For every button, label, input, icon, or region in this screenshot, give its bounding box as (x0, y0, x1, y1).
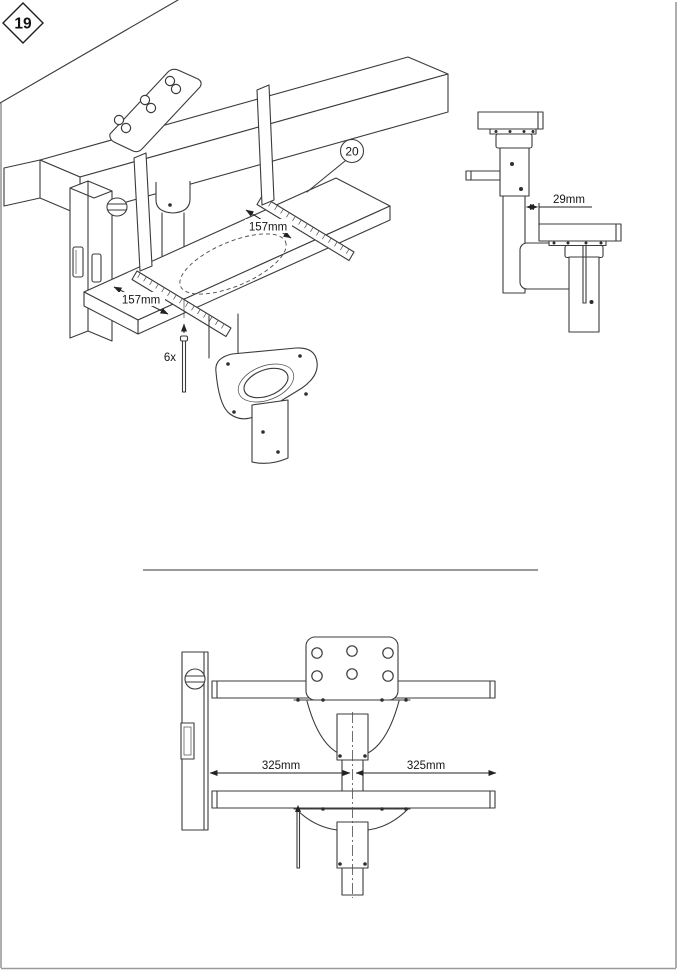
pole-tube (252, 400, 288, 463)
mounting-plate-plan (306, 637, 398, 700)
screw-head (181, 336, 188, 341)
upper-clamp-plan (294, 698, 410, 791)
isometric-view (4, 57, 448, 463)
plan-view (181, 637, 496, 898)
rail-slot (92, 254, 101, 282)
dim-label-right: 325mm (406, 760, 446, 772)
dim-label: 29mm (553, 194, 585, 206)
plate-hole (140, 95, 149, 104)
plate-hole (165, 76, 174, 85)
step-number: 19 (14, 15, 32, 33)
dim-29mm (527, 194, 593, 225)
rail-slot (73, 247, 83, 277)
rail-screw-plan (185, 669, 205, 689)
rail-screw (107, 198, 127, 216)
plate-hole (146, 103, 155, 112)
plate-hole (121, 123, 130, 132)
plate-hole (114, 115, 123, 124)
plate-hole (171, 84, 180, 93)
rail-slot-plan (181, 723, 194, 759)
screw-quantity-label: 6x (163, 352, 176, 364)
dim-label-left: 325mm (261, 760, 301, 772)
lower-pole-side (569, 257, 599, 332)
side-view (466, 112, 621, 332)
lower-beam-plan (212, 791, 495, 808)
wall-rail-plan (181, 652, 208, 830)
dim-label: 157mm (248, 221, 288, 234)
lower-bracket-side (520, 224, 621, 332)
dim-label: 157mm (121, 294, 161, 307)
screw-plan (295, 805, 301, 868)
callout-label: 20 (345, 144, 359, 159)
